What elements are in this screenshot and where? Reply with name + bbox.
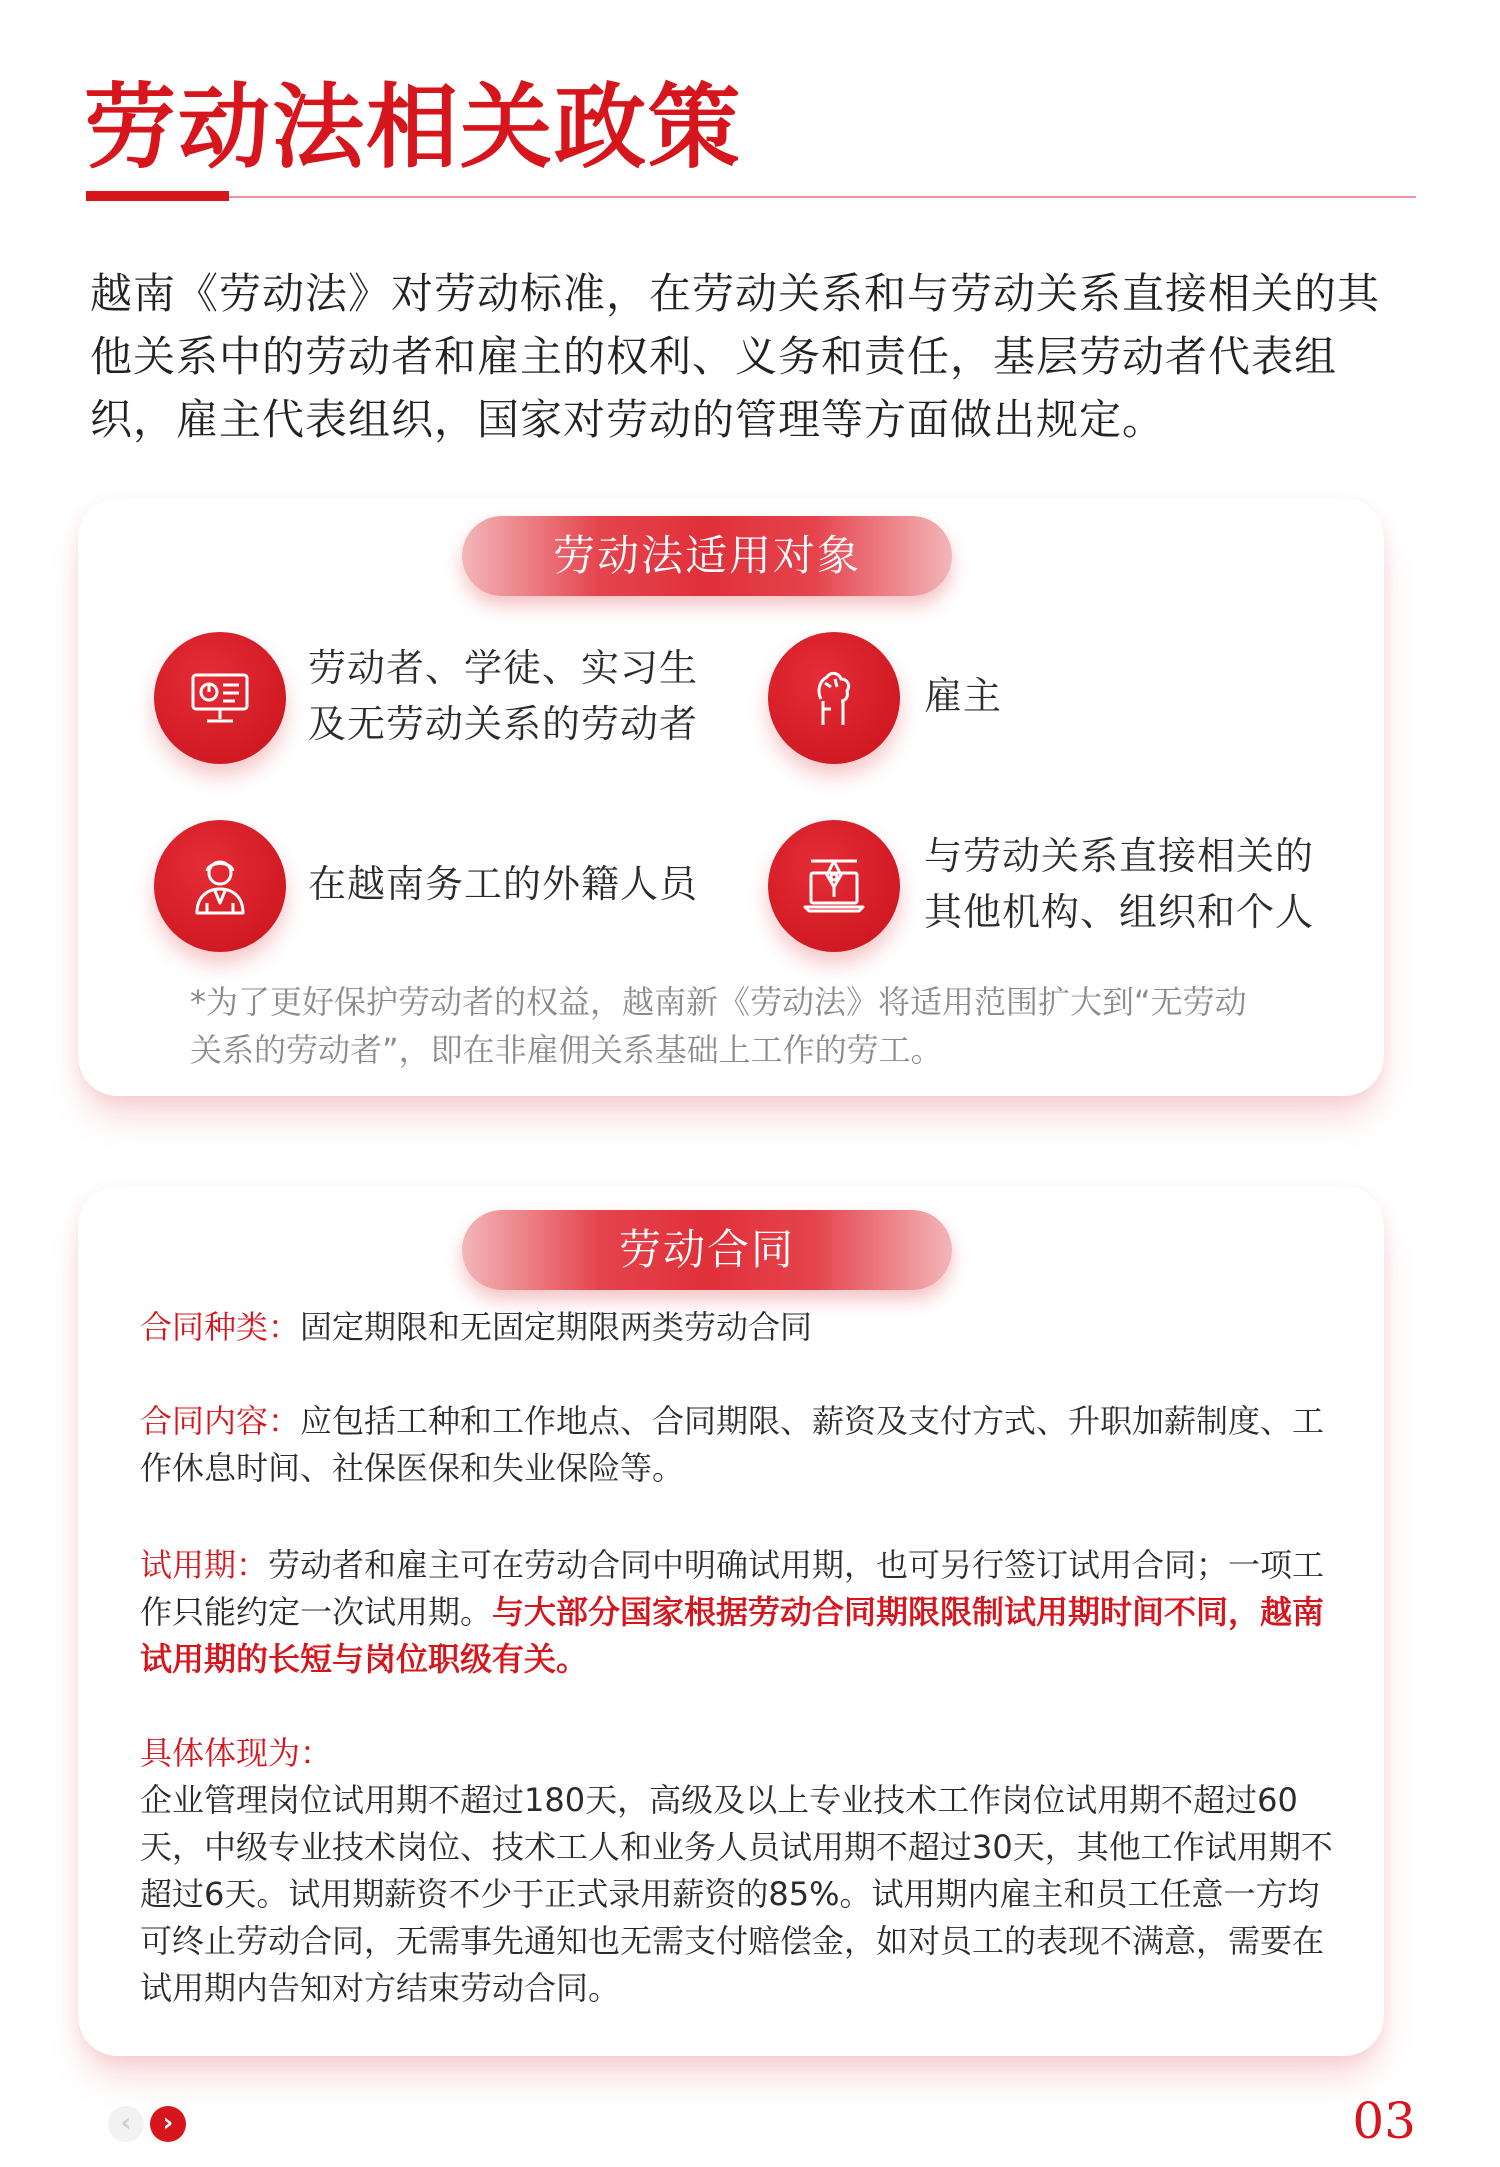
applicability-heading: 劳动法适用对象 xyxy=(462,516,952,596)
laptop-pen-icon xyxy=(768,820,900,952)
next-page-button[interactable]: › xyxy=(150,2106,186,2142)
probation-label: 试用期： xyxy=(140,1546,269,1584)
footnote-line2: 关系的劳动者”，即在非雇佣关系基础上工作的劳工。 xyxy=(190,1031,943,1069)
contract-type-section xyxy=(140,1304,1340,1351)
contract-type-text: 固定期限和无固定期限两类劳动合同 xyxy=(300,1308,813,1346)
monitor-chart-icon xyxy=(154,632,286,764)
audience-workers-line2: 及无劳动关系的劳动者 xyxy=(308,702,699,746)
probation-detail-label: 具体体现为： xyxy=(140,1734,333,1772)
probation-section xyxy=(140,1542,1340,1683)
title-accent-bar xyxy=(86,191,229,201)
contract-heading: 劳动合同 xyxy=(462,1210,952,1290)
intro-paragraph: 越南《劳动法》对劳动标准，在劳动关系和与劳动关系直接相关的其他关系中的劳动者和雇主的权利、义务和责任，基层劳动者代表组织，雇主代表组织，国家对劳动的管理等方面做出规定。 xyxy=(90,269,1381,444)
probation-detail-section xyxy=(140,1730,1340,2012)
probation-highlight: 与大部分国家根据劳动合同期限限制试用期时间不同，越南试用期的长短与岗位职级有关。 xyxy=(140,1593,1325,1678)
audience-workers-line1: 劳动者、学徒、实习生 xyxy=(308,646,699,690)
audience-workers xyxy=(308,640,698,752)
title-underline xyxy=(86,196,1416,198)
applicability-footnote xyxy=(190,978,1330,1074)
applicability-card xyxy=(78,498,1384,1096)
previous-page-button[interactable]: ‹ xyxy=(108,2106,144,2142)
contract-content-label: 合同内容： xyxy=(140,1402,301,1440)
page-title: 劳动法相关政策 xyxy=(84,74,743,181)
audience-related-orgs-line1: 与劳动关系直接相关的 xyxy=(924,834,1315,878)
audience-employer-line1: 雇主 xyxy=(924,674,1003,718)
page-number: 03 xyxy=(1352,2092,1416,2150)
audience-related-orgs-line2: 其他机构、组织和个人 xyxy=(924,890,1315,934)
audience-foreign-workers-line1: 在越南务工的外籍人员 xyxy=(308,862,699,906)
probation-detail-text: 企业管理岗位试用期不超过180天，高级及以上专业技术工作岗位试用期不超过60天，中级专业技术岗位、技术工人和业务人员试用期不超过30天，其他工作试用期不超过6天。试用期薪资不少于正式录用薪资的85%。试用期内雇主和员工任意一方均可终止劳动合同，无需事先通知也无需支付赔偿金，如对员工的表现不满意，需要在试用期内告知对方结束劳动合同。 xyxy=(140,1781,1333,2007)
contract-type-label: 合同种类： xyxy=(140,1308,301,1346)
contract-content-section xyxy=(140,1398,1340,1492)
raised-fist-icon xyxy=(768,632,900,764)
audience-foreign-workers xyxy=(308,856,698,912)
contract-card xyxy=(78,1186,1384,2056)
audience-related-orgs xyxy=(924,828,1314,940)
audience-employer xyxy=(924,668,1002,724)
footnote-line1: *为了更好保护劳动者的权益，越南新《劳动法》将适用范围扩大到“无劳动 xyxy=(190,983,1247,1021)
contract-content-text: 应包括工种和工作地点、合同期限、薪资及支付方式、升职加薪制度、工作休息时间、社保医保和失业保险等。 xyxy=(140,1402,1325,1487)
probation-text: 劳动者和雇主可在劳动合同中明确试用期，也可另行签订试用合同；一项工作只能约定一次试用期。 xyxy=(140,1546,1325,1631)
foreign-worker-icon xyxy=(154,820,286,952)
